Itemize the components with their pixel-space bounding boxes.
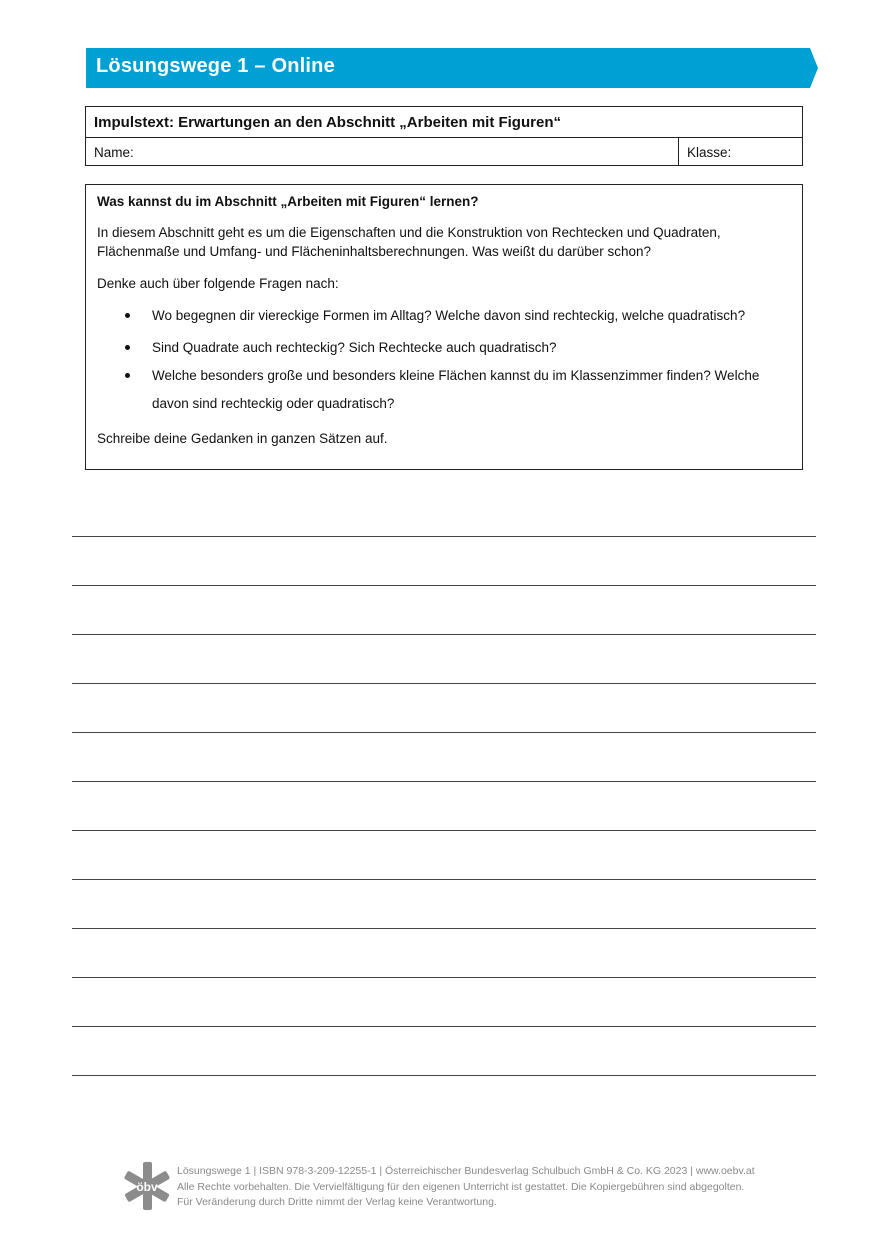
title-banner bbox=[86, 48, 818, 88]
klasse-field[interactable] bbox=[679, 138, 804, 166]
bullet-icon bbox=[125, 373, 130, 378]
writing-line[interactable] bbox=[72, 585, 816, 586]
task-closing: Schreibe deine Gedanken in ganzen Sätzen auf. bbox=[97, 431, 388, 446]
publisher-logo-icon bbox=[124, 1162, 170, 1210]
writing-line[interactable] bbox=[72, 536, 816, 537]
footer-line-3: Für Veränderung durch Dritte nimmt der Verlag keine Verantwortung. bbox=[177, 1196, 497, 1208]
writing-line[interactable] bbox=[72, 830, 816, 831]
list-item bbox=[122, 306, 782, 325]
writing-line[interactable] bbox=[72, 1075, 816, 1076]
writing-line[interactable] bbox=[72, 683, 816, 684]
worksheet-title: Impulstext: Erwartungen an den Abschnitt „Arbeiten mit Figuren“ bbox=[86, 107, 802, 138]
question-text: Welche besonders große und besonders kleine Flächen kannst du im Klassenzimmer finden? Welche davon sind rechteckig oder quadratisch? bbox=[152, 368, 760, 411]
banner-title: Lösungswege 1 – Online bbox=[96, 55, 335, 77]
name-field[interactable] bbox=[86, 138, 679, 166]
logo-text: öbv bbox=[136, 1180, 158, 1194]
writing-line[interactable] bbox=[72, 732, 816, 733]
bullet-icon bbox=[125, 313, 130, 318]
writing-line[interactable] bbox=[72, 634, 816, 635]
writing-line[interactable] bbox=[72, 781, 816, 782]
footer-line-1: Lösungswege 1 | ISBN 978-3-209-12255-1 | Österreichischer Bundesverlag Schulbuch GmbH & Co. KG 2023 | www.oebv.at bbox=[177, 1165, 755, 1177]
task-prompt: Denke auch über folgende Fragen nach: bbox=[97, 276, 339, 291]
list-item bbox=[122, 362, 782, 418]
writing-line[interactable] bbox=[72, 928, 816, 929]
list-item bbox=[122, 334, 782, 362]
question-text: Sind Quadrate auch rechteckig? Sich Rechtecke auch quadratisch? bbox=[152, 340, 557, 355]
footer-line-2: Alle Rechte vorbehalten. Die Vervielfältigung für den eigenen Unterricht ist gestattet. Die Kopiergebühren sind abgegolten. bbox=[177, 1180, 745, 1193]
question-list bbox=[122, 306, 782, 427]
footer-text bbox=[177, 1164, 817, 1211]
task-box bbox=[85, 184, 803, 470]
writing-line[interactable] bbox=[72, 879, 816, 880]
task-heading: Was kannst du im Abschnitt „Arbeiten mit Figuren“ lernen? bbox=[97, 194, 479, 209]
writing-line[interactable] bbox=[72, 1026, 816, 1027]
writing-line[interactable] bbox=[72, 977, 816, 978]
klasse-label: Klasse: bbox=[687, 145, 732, 160]
task-intro: In diesem Abschnitt geht es um die Eigenschaften und die Konstruktion von Rechtecken und Quadraten, Flächenmaße und Umfang- und Flächeninhaltsberechnungen. Was weißt du darüber schon? bbox=[97, 225, 721, 259]
name-label: Name: bbox=[94, 145, 134, 160]
header-table bbox=[85, 106, 803, 166]
question-text: Wo begegnen dir viereckige Formen im Alltag? Welche davon sind rechteckig, welche quadratisch? bbox=[152, 308, 746, 323]
bullet-icon bbox=[125, 345, 130, 350]
